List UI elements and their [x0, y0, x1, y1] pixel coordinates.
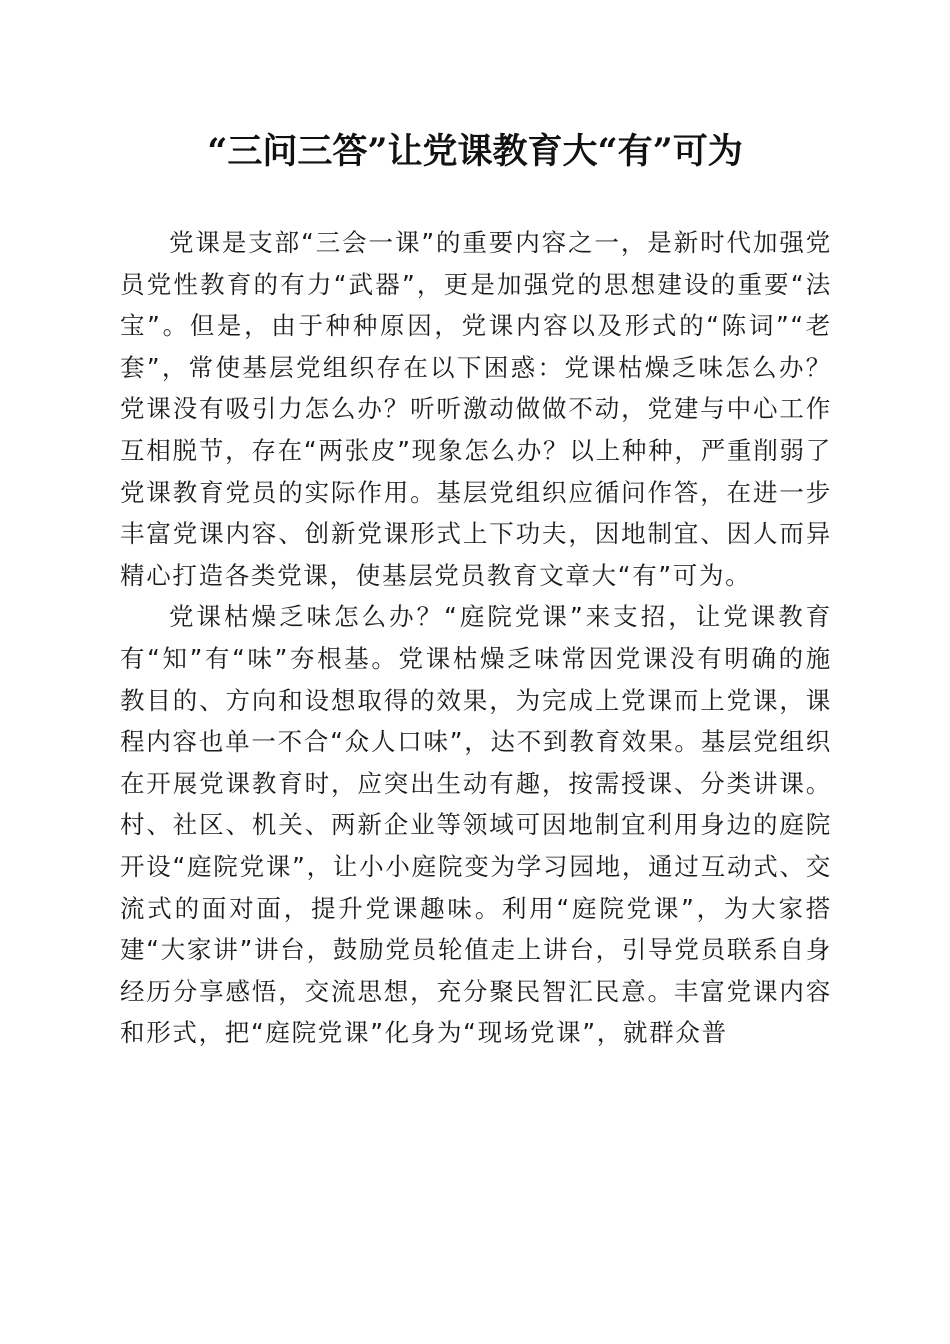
document-title: “三问三答”让党课教育大“有”可为 — [207, 131, 743, 172]
paragraph-1: 党课是支部“三会一课”的重要内容之一，是新时代加强党员党性教育的有力“武器”，更是加强党的思想建设的重要“法宝”。但是，由于种种原因，党课内容以及形式的“陈词”“老套”，常使基层党组织存在以下困惑：党课枯燥乏味怎么办？党课没有吸引力怎么办？听听激动做做不动，党建与中心工作互相脱节，存在“两张皮”现象怎么办？以上种种，严重削弱了党课教育党员的实际作用。基层党组织应循问作答，在进一步丰富党课内容、创新党课形式上下功夫，因地制宜、因人而异精心打造各类党课，使基层党员教育文章大“有”可为。 — [120, 228, 832, 590]
document-body — [120, 222, 832, 1054]
paragraph-2: 党课枯燥乏味怎么办？“庭院党课”来支招，让党课教育有“知”有“味”夯根基。党课枯燥乏味常因党课没有明确的施教目的、方向和设想取得的效果，为完成上党课而上党课，课程内容也单一不合“众人口味”，达不到教育效果。基层党组织在开展党课教育时，应突出生动有趣，按需授课、分类讲课。村、社区、机关、两新企业等领域可因地制宜利用身边的庭院开设“庭院党课”，让小小庭院变为学习园地，通过互动式、交流式的面对面，提升党课趣味。利用“庭院党课”，为大家搭建“大家讲”讲台，鼓励党员轮值走上讲台，引导党员联系自身经历分享感悟，交流思想，充分聚民智汇民意。丰富党课内容和形式，把“庭院党课”化身为“现场党课”，就群众普 — [120, 602, 832, 1048]
